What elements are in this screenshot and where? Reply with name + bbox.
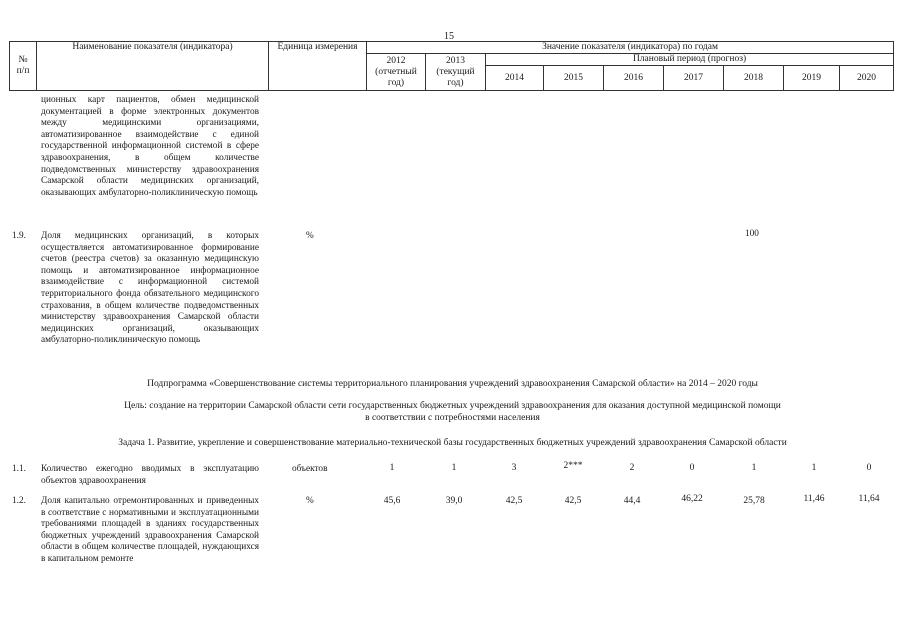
- row-value-2015: 42,5: [564, 496, 582, 506]
- header-col-name: Наименование показателя (индикатора): [37, 42, 269, 91]
- table-header: [9, 41, 894, 91]
- task-title: Задача 1. Развитие, укрепление и совершенствование материально-технической базы государственных бюджетных учреждений здравоохранения Самарской области: [118, 438, 787, 448]
- header-year: 2020: [840, 66, 894, 91]
- header-col-number: № п/п: [10, 42, 37, 91]
- row-value-2015: 2***: [563, 461, 583, 471]
- row-indicator-text: Количество ежегодно вводимых в эксплуатацию объектов здравоохранения: [41, 464, 259, 486]
- row-value-2017: 46,22: [681, 494, 703, 504]
- row-value-2018: 100: [745, 229, 759, 239]
- row-value-2013: 39,0: [445, 496, 463, 506]
- row-value-2018: 1: [751, 463, 757, 473]
- row-unit: объектов: [292, 464, 328, 474]
- row-value-2012: 1: [389, 463, 395, 473]
- row-value-2014: 42,5: [505, 496, 523, 506]
- goal-line-1: Цель: создание на территории Самарской области сети государственных бюджетных учреждений здравоохранения для оказания доступной медицинской помощи: [124, 401, 781, 411]
- row-value-2017: 0: [689, 463, 695, 473]
- row-value-2020: 0: [866, 463, 872, 473]
- header-col-unit: Единица измерения: [269, 42, 367, 91]
- row-value-2018: 25,78: [743, 496, 765, 506]
- header-year: 2014: [486, 66, 544, 91]
- row-number: 1.2.: [12, 496, 26, 506]
- row-value-2013: 1: [451, 463, 457, 473]
- row-number: 1.1.: [12, 464, 26, 474]
- continuation-text: ционных карт пациентов, обмен медицинской документацией в форме электронных документов между медицинскими организациями, автоматизированное взаимодействие с единой государственной информационной системой в сфере здравоохранения, в общем количестве подведомственных министерству здравоохранения Самарской области медицинских организаций, оказывающих амбулаторно-поликлиническую помощь: [41, 95, 259, 198]
- subprogram-title: Подпрограмма «Совершенствование системы территориального планирования учреждений здравоохранения Самарской области» на 2014 – 2020 годы: [147, 379, 758, 389]
- header-year: 2019: [784, 66, 840, 91]
- header-year-2013: 2013 (текущий год): [426, 54, 486, 91]
- page-number: 15: [444, 31, 454, 42]
- header-year-2012: 2012 (отчетный год): [367, 54, 426, 91]
- row-value-2016: 44,4: [623, 496, 641, 506]
- row-unit: %: [306, 231, 314, 241]
- row-unit: %: [306, 496, 314, 506]
- row-value-2016: 2: [629, 463, 635, 473]
- row-indicator-text: Доля капитально отремонтированных и приведенных в соответствие с нормативными и эксплуатационными требованиями площадей в зданиях государственных бюджетных учреждений здравоохранения Самарской области в общем количестве площадей, нуждающихся в капитальном ремонте: [41, 496, 259, 564]
- row-value-2019: 11,46: [803, 494, 825, 504]
- header-year: 2016: [604, 66, 664, 91]
- header-year: 2018: [724, 66, 784, 91]
- header-values-title: Значение показателя (индикатора) по годам: [367, 42, 894, 54]
- header-year: 2015: [544, 66, 604, 91]
- row-value-2019: 1: [811, 463, 817, 473]
- row-value-2020: 11,64: [858, 494, 880, 504]
- row-value-2014: 3: [511, 463, 517, 473]
- row-indicator-text: Доля медицинских организаций, в которых осуществляется автоматизированное формирование счетов (реестра счетов) за оказанную медицинскую помощь и автоматизированное информационное взаимодействие с информационной системой территориального фонда обязательного медицинского страхования, в общем количестве подведомственных министерству здравоохранения Самарской области медицинских организаций, оказывающих амбулаторно-поликлиническую помощь: [41, 231, 259, 346]
- header-planned-period: Плановый период (прогноз): [486, 54, 894, 66]
- row-value-2012: 45,6: [383, 496, 401, 506]
- goal-line-2: в соответствии с потребностями населения: [365, 413, 540, 423]
- row-number: 1.9.: [12, 231, 26, 241]
- header-year: 2017: [664, 66, 724, 91]
